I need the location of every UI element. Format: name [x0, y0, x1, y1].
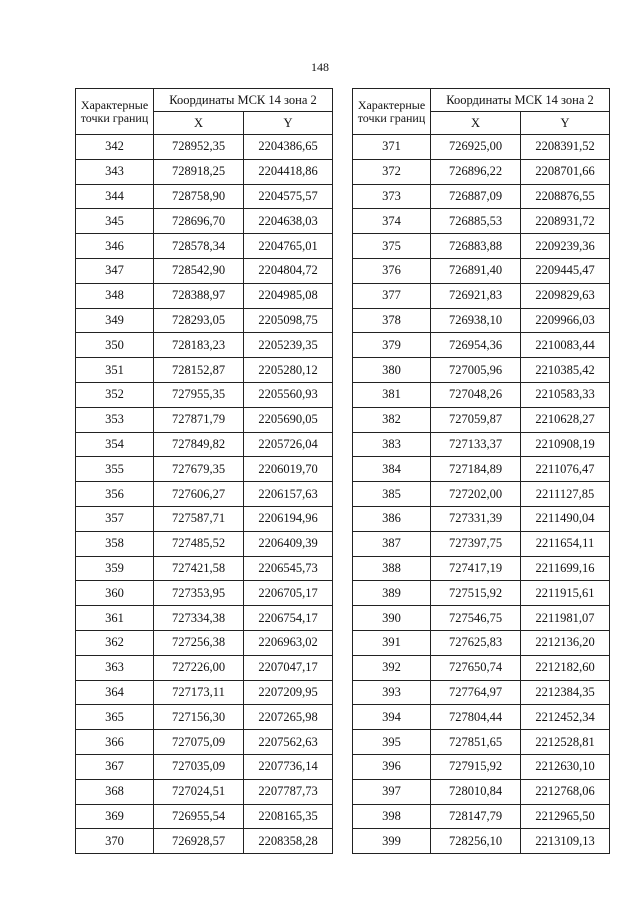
table-row — [353, 432, 610, 457]
coord-x: 727955,35 — [154, 382, 244, 407]
point-number: 364 — [76, 680, 154, 705]
point-number: 389 — [353, 581, 431, 606]
table-row — [76, 184, 333, 209]
coord-y: 2210385,42 — [521, 358, 610, 383]
point-number: 384 — [353, 457, 431, 482]
table-row — [353, 159, 610, 184]
table-row — [76, 680, 333, 705]
point-number: 381 — [353, 382, 431, 407]
point-number: 379 — [353, 333, 431, 358]
coord-y: 2206705,17 — [244, 581, 333, 606]
coord-x: 727417,19 — [431, 556, 521, 581]
coord-x: 728952,35 — [154, 135, 244, 160]
point-number: 361 — [76, 606, 154, 631]
point-number: 343 — [76, 159, 154, 184]
point-number: 355 — [76, 457, 154, 482]
coord-y: 2208165,35 — [244, 804, 333, 829]
point-number: 396 — [353, 754, 431, 779]
coord-x: 727515,92 — [431, 581, 521, 606]
coord-x: 727625,83 — [431, 630, 521, 655]
table-row — [76, 209, 333, 234]
coord-y: 2207562,63 — [244, 730, 333, 755]
point-number: 395 — [353, 730, 431, 755]
table-row — [76, 705, 333, 730]
coord-y: 2211490,04 — [521, 506, 610, 531]
table-row — [353, 531, 610, 556]
table-row — [353, 209, 610, 234]
coord-y: 2212452,34 — [521, 705, 610, 730]
table-row — [353, 482, 610, 507]
point-number: 385 — [353, 482, 431, 507]
point-number: 383 — [353, 432, 431, 457]
coord-x: 727024,51 — [154, 779, 244, 804]
table-row — [353, 730, 610, 755]
coord-y: 2206545,73 — [244, 556, 333, 581]
table-row — [76, 258, 333, 283]
table-row — [353, 829, 610, 854]
table-row — [76, 581, 333, 606]
header-y: Y — [521, 112, 610, 135]
coord-y: 2208876,55 — [521, 184, 610, 209]
table-row — [353, 680, 610, 705]
table-row — [353, 556, 610, 581]
coord-y: 2212136,20 — [521, 630, 610, 655]
coord-y: 2207209,95 — [244, 680, 333, 705]
coord-x: 727764,97 — [431, 680, 521, 705]
coord-x: 726891,40 — [431, 258, 521, 283]
coord-x: 726887,09 — [431, 184, 521, 209]
coord-x: 728388,97 — [154, 283, 244, 308]
coord-x: 726883,88 — [431, 234, 521, 259]
coord-x: 727397,75 — [431, 531, 521, 556]
point-number: 388 — [353, 556, 431, 581]
point-number: 373 — [353, 184, 431, 209]
coord-y: 2211127,85 — [521, 482, 610, 507]
point-number: 394 — [353, 705, 431, 730]
coord-y: 2205098,75 — [244, 308, 333, 333]
point-number: 350 — [76, 333, 154, 358]
coord-y: 2211654,11 — [521, 531, 610, 556]
point-number: 386 — [353, 506, 431, 531]
coord-x: 727546,75 — [431, 606, 521, 631]
coord-y: 2212528,81 — [521, 730, 610, 755]
coord-y: 2212768,06 — [521, 779, 610, 804]
coord-y: 2206194,96 — [244, 506, 333, 531]
coord-y: 2205560,93 — [244, 382, 333, 407]
table-row — [76, 730, 333, 755]
coord-y: 2207265,98 — [244, 705, 333, 730]
coord-y: 2210628,27 — [521, 407, 610, 432]
coord-y: 2204418,86 — [244, 159, 333, 184]
point-number: 353 — [76, 407, 154, 432]
point-number: 351 — [76, 358, 154, 383]
point-number: 392 — [353, 655, 431, 680]
point-number: 393 — [353, 680, 431, 705]
table-row — [353, 804, 610, 829]
table-row — [76, 432, 333, 457]
coord-x: 727202,00 — [431, 482, 521, 507]
coord-x: 726938,10 — [431, 308, 521, 333]
coord-y: 2208358,28 — [244, 829, 333, 854]
coord-y: 2212182,60 — [521, 655, 610, 680]
header-x: X — [431, 112, 521, 135]
point-number: 358 — [76, 531, 154, 556]
point-number: 352 — [76, 382, 154, 407]
point-number: 365 — [76, 705, 154, 730]
coord-x: 726885,53 — [431, 209, 521, 234]
coord-y: 2206157,63 — [244, 482, 333, 507]
table-row — [76, 283, 333, 308]
coord-y: 2206019,70 — [244, 457, 333, 482]
point-number: 374 — [353, 209, 431, 234]
coord-x: 726896,22 — [431, 159, 521, 184]
coord-y: 2211076,47 — [521, 457, 610, 482]
coord-y: 2210908,19 — [521, 432, 610, 457]
coord-x: 726925,00 — [431, 135, 521, 160]
coord-x: 727005,96 — [431, 358, 521, 383]
coord-x: 727059,87 — [431, 407, 521, 432]
coord-y: 2208391,52 — [521, 135, 610, 160]
point-number: 346 — [76, 234, 154, 259]
point-number: 363 — [76, 655, 154, 680]
table-row — [353, 358, 610, 383]
table-row — [76, 358, 333, 383]
coord-y: 2209829,63 — [521, 283, 610, 308]
point-number: 348 — [76, 283, 154, 308]
coord-x: 726954,36 — [431, 333, 521, 358]
header-x: X — [154, 112, 244, 135]
coord-y: 2209966,03 — [521, 308, 610, 333]
coord-x: 728293,05 — [154, 308, 244, 333]
point-number: 376 — [353, 258, 431, 283]
table-row — [353, 655, 610, 680]
point-number: 354 — [76, 432, 154, 457]
coord-x: 727915,92 — [431, 754, 521, 779]
coordinates-table-left — [75, 88, 333, 854]
coord-y: 2210083,44 — [521, 333, 610, 358]
table-row — [353, 581, 610, 606]
point-number: 397 — [353, 779, 431, 804]
point-number: 372 — [353, 159, 431, 184]
table-row — [353, 135, 610, 160]
coord-x: 727485,52 — [154, 531, 244, 556]
header-points: Характерные точки границ — [76, 89, 154, 135]
table-row — [76, 234, 333, 259]
point-number: 380 — [353, 358, 431, 383]
table-row — [76, 506, 333, 531]
coord-y: 2211981,07 — [521, 606, 610, 631]
point-number: 387 — [353, 531, 431, 556]
point-number: 347 — [76, 258, 154, 283]
coord-y: 2210583,33 — [521, 382, 610, 407]
table-row — [353, 630, 610, 655]
point-number: 377 — [353, 283, 431, 308]
point-number: 345 — [76, 209, 154, 234]
table-row — [353, 333, 610, 358]
coord-x: 728758,90 — [154, 184, 244, 209]
point-number: 382 — [353, 407, 431, 432]
coord-y: 2204638,03 — [244, 209, 333, 234]
point-number: 369 — [76, 804, 154, 829]
table-row — [353, 506, 610, 531]
coord-x: 728152,87 — [154, 358, 244, 383]
table-row — [76, 754, 333, 779]
coord-y: 2209445,47 — [521, 258, 610, 283]
point-number: 344 — [76, 184, 154, 209]
point-number: 368 — [76, 779, 154, 804]
coord-x: 727353,95 — [154, 581, 244, 606]
header-y: Y — [244, 112, 333, 135]
coord-x: 727226,00 — [154, 655, 244, 680]
coord-y: 2204765,01 — [244, 234, 333, 259]
coord-x: 728147,79 — [431, 804, 521, 829]
coord-y: 2212965,50 — [521, 804, 610, 829]
table-row — [353, 184, 610, 209]
coord-y: 2205690,05 — [244, 407, 333, 432]
coord-y: 2206963,02 — [244, 630, 333, 655]
coord-y: 2209239,36 — [521, 234, 610, 259]
coord-x: 727184,89 — [431, 457, 521, 482]
table-row — [353, 606, 610, 631]
coord-x: 727650,74 — [431, 655, 521, 680]
coord-y: 2206754,17 — [244, 606, 333, 631]
point-number: 360 — [76, 581, 154, 606]
coord-y: 2204804,72 — [244, 258, 333, 283]
table-row — [76, 135, 333, 160]
table-row — [76, 655, 333, 680]
coord-y: 2213109,13 — [521, 829, 610, 854]
coord-x: 727804,44 — [431, 705, 521, 730]
coord-x: 728183,23 — [154, 333, 244, 358]
table-row — [76, 779, 333, 804]
point-number: 378 — [353, 308, 431, 333]
coord-x: 727851,65 — [431, 730, 521, 755]
table-row — [76, 482, 333, 507]
coord-x: 726955,54 — [154, 804, 244, 829]
coord-y: 2212630,10 — [521, 754, 610, 779]
table-row — [76, 407, 333, 432]
coord-x: 727421,58 — [154, 556, 244, 581]
coord-x: 727331,39 — [431, 506, 521, 531]
coord-y: 2208701,66 — [521, 159, 610, 184]
point-number: 356 — [76, 482, 154, 507]
coord-y: 2211699,16 — [521, 556, 610, 581]
coord-x: 726921,83 — [431, 283, 521, 308]
table-row — [353, 283, 610, 308]
table-row — [76, 531, 333, 556]
coord-x: 727587,71 — [154, 506, 244, 531]
table-row — [76, 804, 333, 829]
coord-x: 727871,79 — [154, 407, 244, 432]
point-number: 375 — [353, 234, 431, 259]
table-row — [76, 556, 333, 581]
table-row — [353, 754, 610, 779]
table-row — [353, 457, 610, 482]
coord-y: 2211915,61 — [521, 581, 610, 606]
point-number: 357 — [76, 506, 154, 531]
point-number: 367 — [76, 754, 154, 779]
table-row — [76, 829, 333, 854]
point-number: 371 — [353, 135, 431, 160]
point-number: 398 — [353, 804, 431, 829]
coord-x: 728918,25 — [154, 159, 244, 184]
coord-x: 727334,38 — [154, 606, 244, 631]
coord-x: 728696,70 — [154, 209, 244, 234]
header-coordinates: Координаты МСК 14 зона 2 — [431, 89, 610, 112]
coord-y: 2208931,72 — [521, 209, 610, 234]
coord-y: 2205239,35 — [244, 333, 333, 358]
coord-x: 727035,09 — [154, 754, 244, 779]
point-number: 362 — [76, 630, 154, 655]
point-number: 342 — [76, 135, 154, 160]
point-number: 349 — [76, 308, 154, 333]
table-row — [76, 606, 333, 631]
coord-y: 2206409,39 — [244, 531, 333, 556]
table-row — [353, 779, 610, 804]
coord-x: 728256,10 — [431, 829, 521, 854]
point-number: 390 — [353, 606, 431, 631]
coord-y: 2207736,14 — [244, 754, 333, 779]
coord-y: 2205726,04 — [244, 432, 333, 457]
point-number: 399 — [353, 829, 431, 854]
coord-x: 727256,38 — [154, 630, 244, 655]
header-points: Характерные точки границ — [353, 89, 431, 135]
coord-x: 727606,27 — [154, 482, 244, 507]
table-row — [76, 308, 333, 333]
coord-x: 728578,34 — [154, 234, 244, 259]
coord-x: 727133,37 — [431, 432, 521, 457]
table-row — [76, 159, 333, 184]
table-row — [76, 630, 333, 655]
table-row — [353, 234, 610, 259]
coord-y: 2204985,08 — [244, 283, 333, 308]
coord-y: 2204386,65 — [244, 135, 333, 160]
table-row — [353, 407, 610, 432]
table-row — [76, 333, 333, 358]
coord-x: 727075,09 — [154, 730, 244, 755]
coord-y: 2212384,35 — [521, 680, 610, 705]
coord-y: 2204575,57 — [244, 184, 333, 209]
table-row — [76, 457, 333, 482]
table-row — [353, 382, 610, 407]
coord-y: 2207787,73 — [244, 779, 333, 804]
coord-y: 2207047,17 — [244, 655, 333, 680]
table-row — [76, 382, 333, 407]
table-row — [353, 258, 610, 283]
point-number: 370 — [76, 829, 154, 854]
table-row — [353, 705, 610, 730]
coord-y: 2205280,12 — [244, 358, 333, 383]
point-number: 391 — [353, 630, 431, 655]
coord-x: 727156,30 — [154, 705, 244, 730]
page-number: 148 — [311, 60, 329, 74]
coord-x: 728542,90 — [154, 258, 244, 283]
coord-x: 726928,57 — [154, 829, 244, 854]
point-number: 359 — [76, 556, 154, 581]
coord-x: 728010,84 — [431, 779, 521, 804]
coordinates-table-right — [352, 88, 610, 854]
point-number: 366 — [76, 730, 154, 755]
coord-x: 727679,35 — [154, 457, 244, 482]
header-coordinates: Координаты МСК 14 зона 2 — [154, 89, 333, 112]
table-row — [353, 308, 610, 333]
coord-x: 727173,11 — [154, 680, 244, 705]
coord-x: 727048,26 — [431, 382, 521, 407]
coord-x: 727849,82 — [154, 432, 244, 457]
